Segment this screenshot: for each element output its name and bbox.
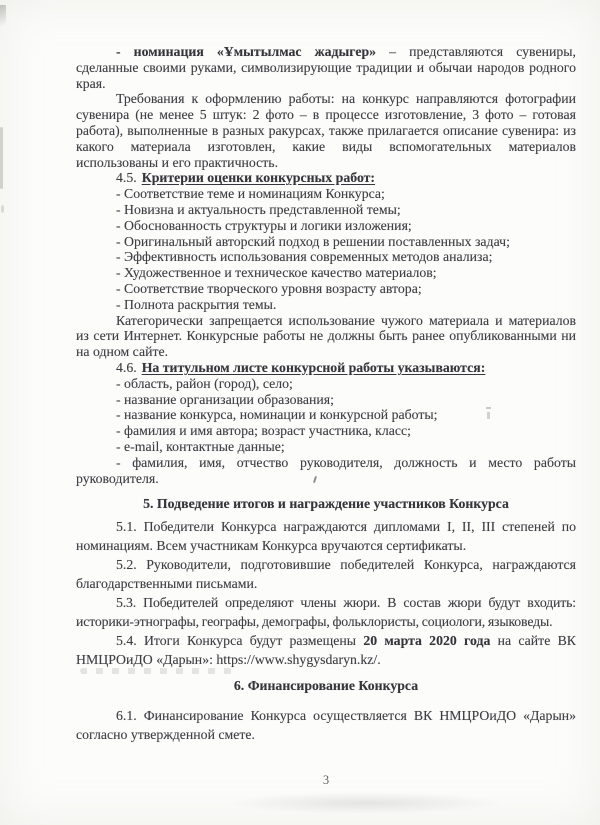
nomination-rest-text: – представляются сувениры, сделанные своими руками, символизирующие традиции и обычаи народов родного края. <box>76 44 576 91</box>
results-paragraph-2: 5.2. Руководители, подготовившие победителей Конкурса, награждаются благодарственными письмами. <box>76 557 576 592</box>
titlepage-list <box>76 376 576 455</box>
results-heading: 5. Подведение итогов и награждение участников Конкурса <box>143 496 509 512</box>
scan-bottom-shadow <box>225 792 505 814</box>
results-paragraph-3: 5.3. Победителей определяют члены жюри. В состав жюри будут входить: историки-этнографы, географы, демографы, фольклористы, социологи, языковеды. <box>76 595 576 630</box>
prohibition-paragraph: Категорически запрещается использование чужого материала и материалов из сети Интернет. Конкурсные работы не должны быть ранее опубликованными ни на одном сайте. <box>76 312 576 360</box>
results-paragraph-1: 5.1. Победители Конкурса награждаются дипломами I, II, III степеней по номинациям. Всем участникам Конкурса вручаются сертификаты. <box>76 519 576 554</box>
results-paragraph-4 <box>76 631 576 669</box>
supervisor-paragraph: - фамилия, имя, отчество руководителя, должность и место работы руководителя. <box>76 454 576 486</box>
titlepage-heading-title: На титульном листе конкурсной работы указываются: <box>141 359 486 375</box>
criteria-item: - Соответствие творческого уровня возрасту автора; <box>116 280 422 296</box>
financing-paragraph: 6.1. Финансирование Конкурса осуществляется ВК НМЦРОиДО «Дарын» согласно утвержденной смете. <box>76 708 576 743</box>
criteria-item: - Новизна и актуальность представленной темы; <box>116 201 401 217</box>
scan-edge-dot <box>1 205 4 213</box>
results-date-bold: 20 марта 2020 года <box>363 633 491 649</box>
page-number: 3 <box>322 773 330 787</box>
results-p4-after: на сайте ВК НМЦРОиДО «Дарын»: https://www.shygysdaryn.kz/. <box>76 633 577 668</box>
criteria-heading <box>76 170 576 186</box>
titlepage-item: - фамилия и имя автора; возраст участника, класс; <box>116 423 411 439</box>
criteria-item: - Художественное и техническое качество материалов; <box>116 265 437 281</box>
criteria-item: - Оригинальный авторский подход в решении поставленных задач; <box>116 233 510 249</box>
titlepage-heading <box>76 360 576 376</box>
financing-heading: 6. Финансирование Конкурса <box>233 678 419 694</box>
criteria-item: - Эффективность использования современных методов анализа; <box>116 249 493 265</box>
criteria-item: - Соответствие теме и номинациям Конкурса; <box>116 186 385 202</box>
titlepage-heading-number: 4.6. <box>116 359 137 375</box>
criteria-list <box>76 186 576 312</box>
requirements-paragraph: Требования к оформлению работы: на конкурс направляются фотографии сувенира (не менее 5 штук: 2 фото – в процессе изготовление, 3 фото – готовая работа), выполненные в разных ракурсах, также прилагается описание сувенира: из какого материала изготовлен, какие виды вспомогательных материалов использованы и его практичность. <box>76 91 576 170</box>
criteria-item: - Полнота раскрытия темы. <box>116 296 277 312</box>
criteria-heading-number: 4.5. <box>116 170 137 186</box>
document-content <box>76 44 576 744</box>
titlepage-item: - название организации образования; <box>116 391 334 407</box>
criteria-item: - Обоснованность структуры и логики изложения; <box>116 217 412 233</box>
criteria-heading-title: Критерии оценки конкурсных работ: <box>141 170 376 186</box>
titlepage-item: - e-mail, контактные данные; <box>116 438 285 454</box>
nomination-bold-text: - номинация «Ұмытылмас жадыгер» <box>116 44 377 59</box>
scan-edge-dash <box>0 127 3 189</box>
nomination-paragraph <box>76 44 576 91</box>
scan-edge-mark-icon <box>0 5 6 37</box>
titlepage-item: - название конкурса, номинации и конкурсной работы; <box>116 407 438 423</box>
titlepage-item: - область, район (город), село; <box>116 375 293 391</box>
results-p4-before: 5.4. Итоги Конкурса будут размещены <box>116 633 364 649</box>
